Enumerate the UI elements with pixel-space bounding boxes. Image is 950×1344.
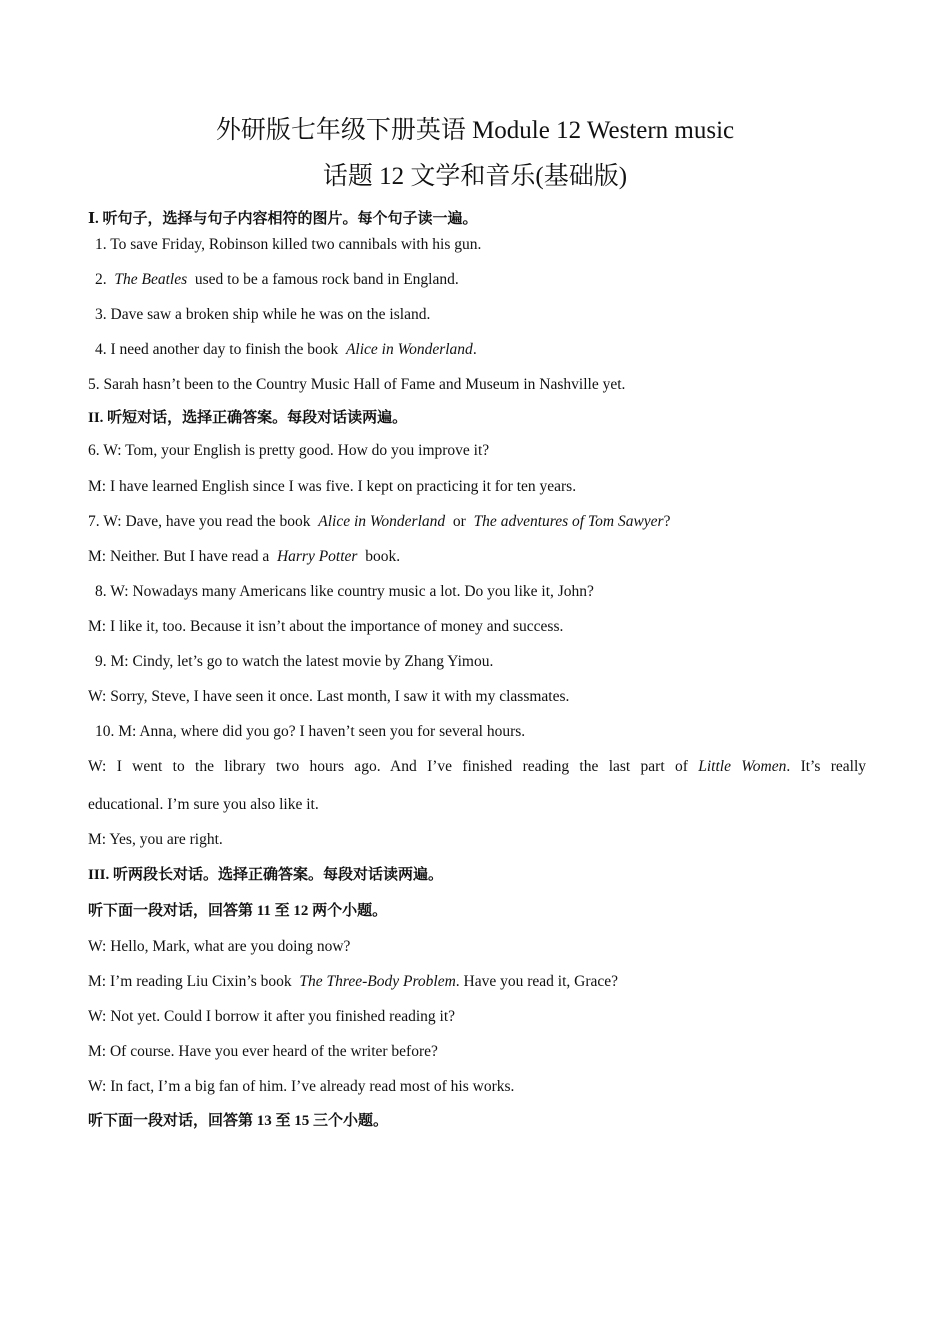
q10-woman-title: Little Women <box>698 758 787 775</box>
dialogue-line-2-title: The Three-Body Problem <box>299 973 456 990</box>
q10-man: 10. M: Anna, where did you go? I haven’t seen you for several hours. <box>95 723 526 740</box>
sentence-5: 5. Sarah hasn’t been to the Country Music Hall of Fame and Museum in Nashville yet. <box>88 376 626 393</box>
dialogue-line-2-text: M: I’m reading Liu Cixin’s book <box>88 973 292 990</box>
sentence-2-text: used to be a famous rock band in England. <box>194 271 459 288</box>
sentence-4-title: Alice in Wonderland <box>345 341 473 358</box>
q7-question-mark: ? <box>663 513 671 530</box>
section-1-heading: Ⅰ. 听句子，选择与句子内容相符的图片。每个句子读一遍。 <box>88 211 478 227</box>
q7-man <box>88 547 400 567</box>
q7-man-end: book. <box>365 548 401 565</box>
dialogue-line-5: W: In fact, I’m a big fan of him. I’ve already read most of his works. <box>88 1078 515 1095</box>
dialogue-line-4: M: Of course. Have you ever heard of the writer before? <box>88 1043 438 1060</box>
q7-woman <box>88 512 670 532</box>
q7-man-title: Harry Potter <box>276 548 358 565</box>
sentence-2-title: The Beatles <box>114 271 188 288</box>
q10-woman-continued: educational. I’m sure you also like it. <box>88 796 319 813</box>
q7-title-1: Alice in Wonderland <box>318 513 446 530</box>
dialogue-line-2 <box>88 972 618 992</box>
section-3-instruction-2: 听下面一段对话，回答第 13 至 15 三个小题。 <box>88 1113 389 1129</box>
sentence-3: 3. Dave saw a broken ship while he was on the island. <box>95 306 431 323</box>
q10-man-reply: M: Yes, you are right. <box>88 831 223 848</box>
sentence-2 <box>95 270 459 290</box>
q9-man: 9. M: Cindy, let’s go to watch the latest movie by Zhang Yimou. <box>95 653 494 670</box>
sentence-4-period: . <box>472 341 477 358</box>
dialogue-line-2-end: . Have you read it, Grace? <box>455 973 619 990</box>
q7-or: or <box>452 513 466 530</box>
q6-woman: 6. W: Tom, your English is pretty good. How do you improve it? <box>88 442 490 459</box>
q7-text: 7. W: Dave, have you read the book <box>88 513 311 530</box>
q9-woman: W: Sorry, Steve, I have seen it once. Last month, I saw it with my classmates. <box>88 688 570 705</box>
q7-man-text: M: Neither. But I have read a <box>88 548 270 565</box>
sentence-2-number: 2. <box>95 271 107 288</box>
q7-title-2: The adventures of Tom Sawyer <box>473 513 664 530</box>
q8-woman: 8. W: Nowadays many Americans like country music a lot. Do you like it, John? <box>95 583 594 600</box>
sentence-4-text: 4. I need another day to finish the book <box>95 341 339 358</box>
section-3-instruction-1: 听下面一段对话，回答第 11 至 12 两个小题。 <box>88 903 388 919</box>
q8-man: M: I like it, too. Because it isn’t about the importance of money and success. <box>88 618 564 635</box>
q10-woman-text: W: I went to the library two hours ago. And I’ve finished reading the last part of <box>88 758 688 775</box>
document-title: 外研版七年级下册英语 Module 12 Western music <box>215 117 735 144</box>
document-subtitle: 话题 12 文学和音乐(基础版) <box>322 163 628 190</box>
dialogue-line-3: W: Not yet. Could I borrow it after you finished reading it? <box>88 1008 456 1025</box>
sentence-4 <box>95 340 477 360</box>
sentence-1: 1. To save Friday, Robinson killed two cannibals with his gun. <box>95 236 482 253</box>
section-3-heading: III. 听两段长对话。选择正确答案。每段对话读两遍。 <box>88 867 444 883</box>
dialogue-line-1: W: Hello, Mark, what are you doing now? <box>88 938 351 955</box>
q10-woman-end: . It’s really <box>786 758 867 775</box>
section-2-heading: II. 听短对话，选择正确答案。每段对话读两遍。 <box>88 410 408 426</box>
q10-woman <box>88 757 866 777</box>
q6-man: M: I have learned English since I was five. I kept on practicing it for ten years. <box>88 478 577 495</box>
